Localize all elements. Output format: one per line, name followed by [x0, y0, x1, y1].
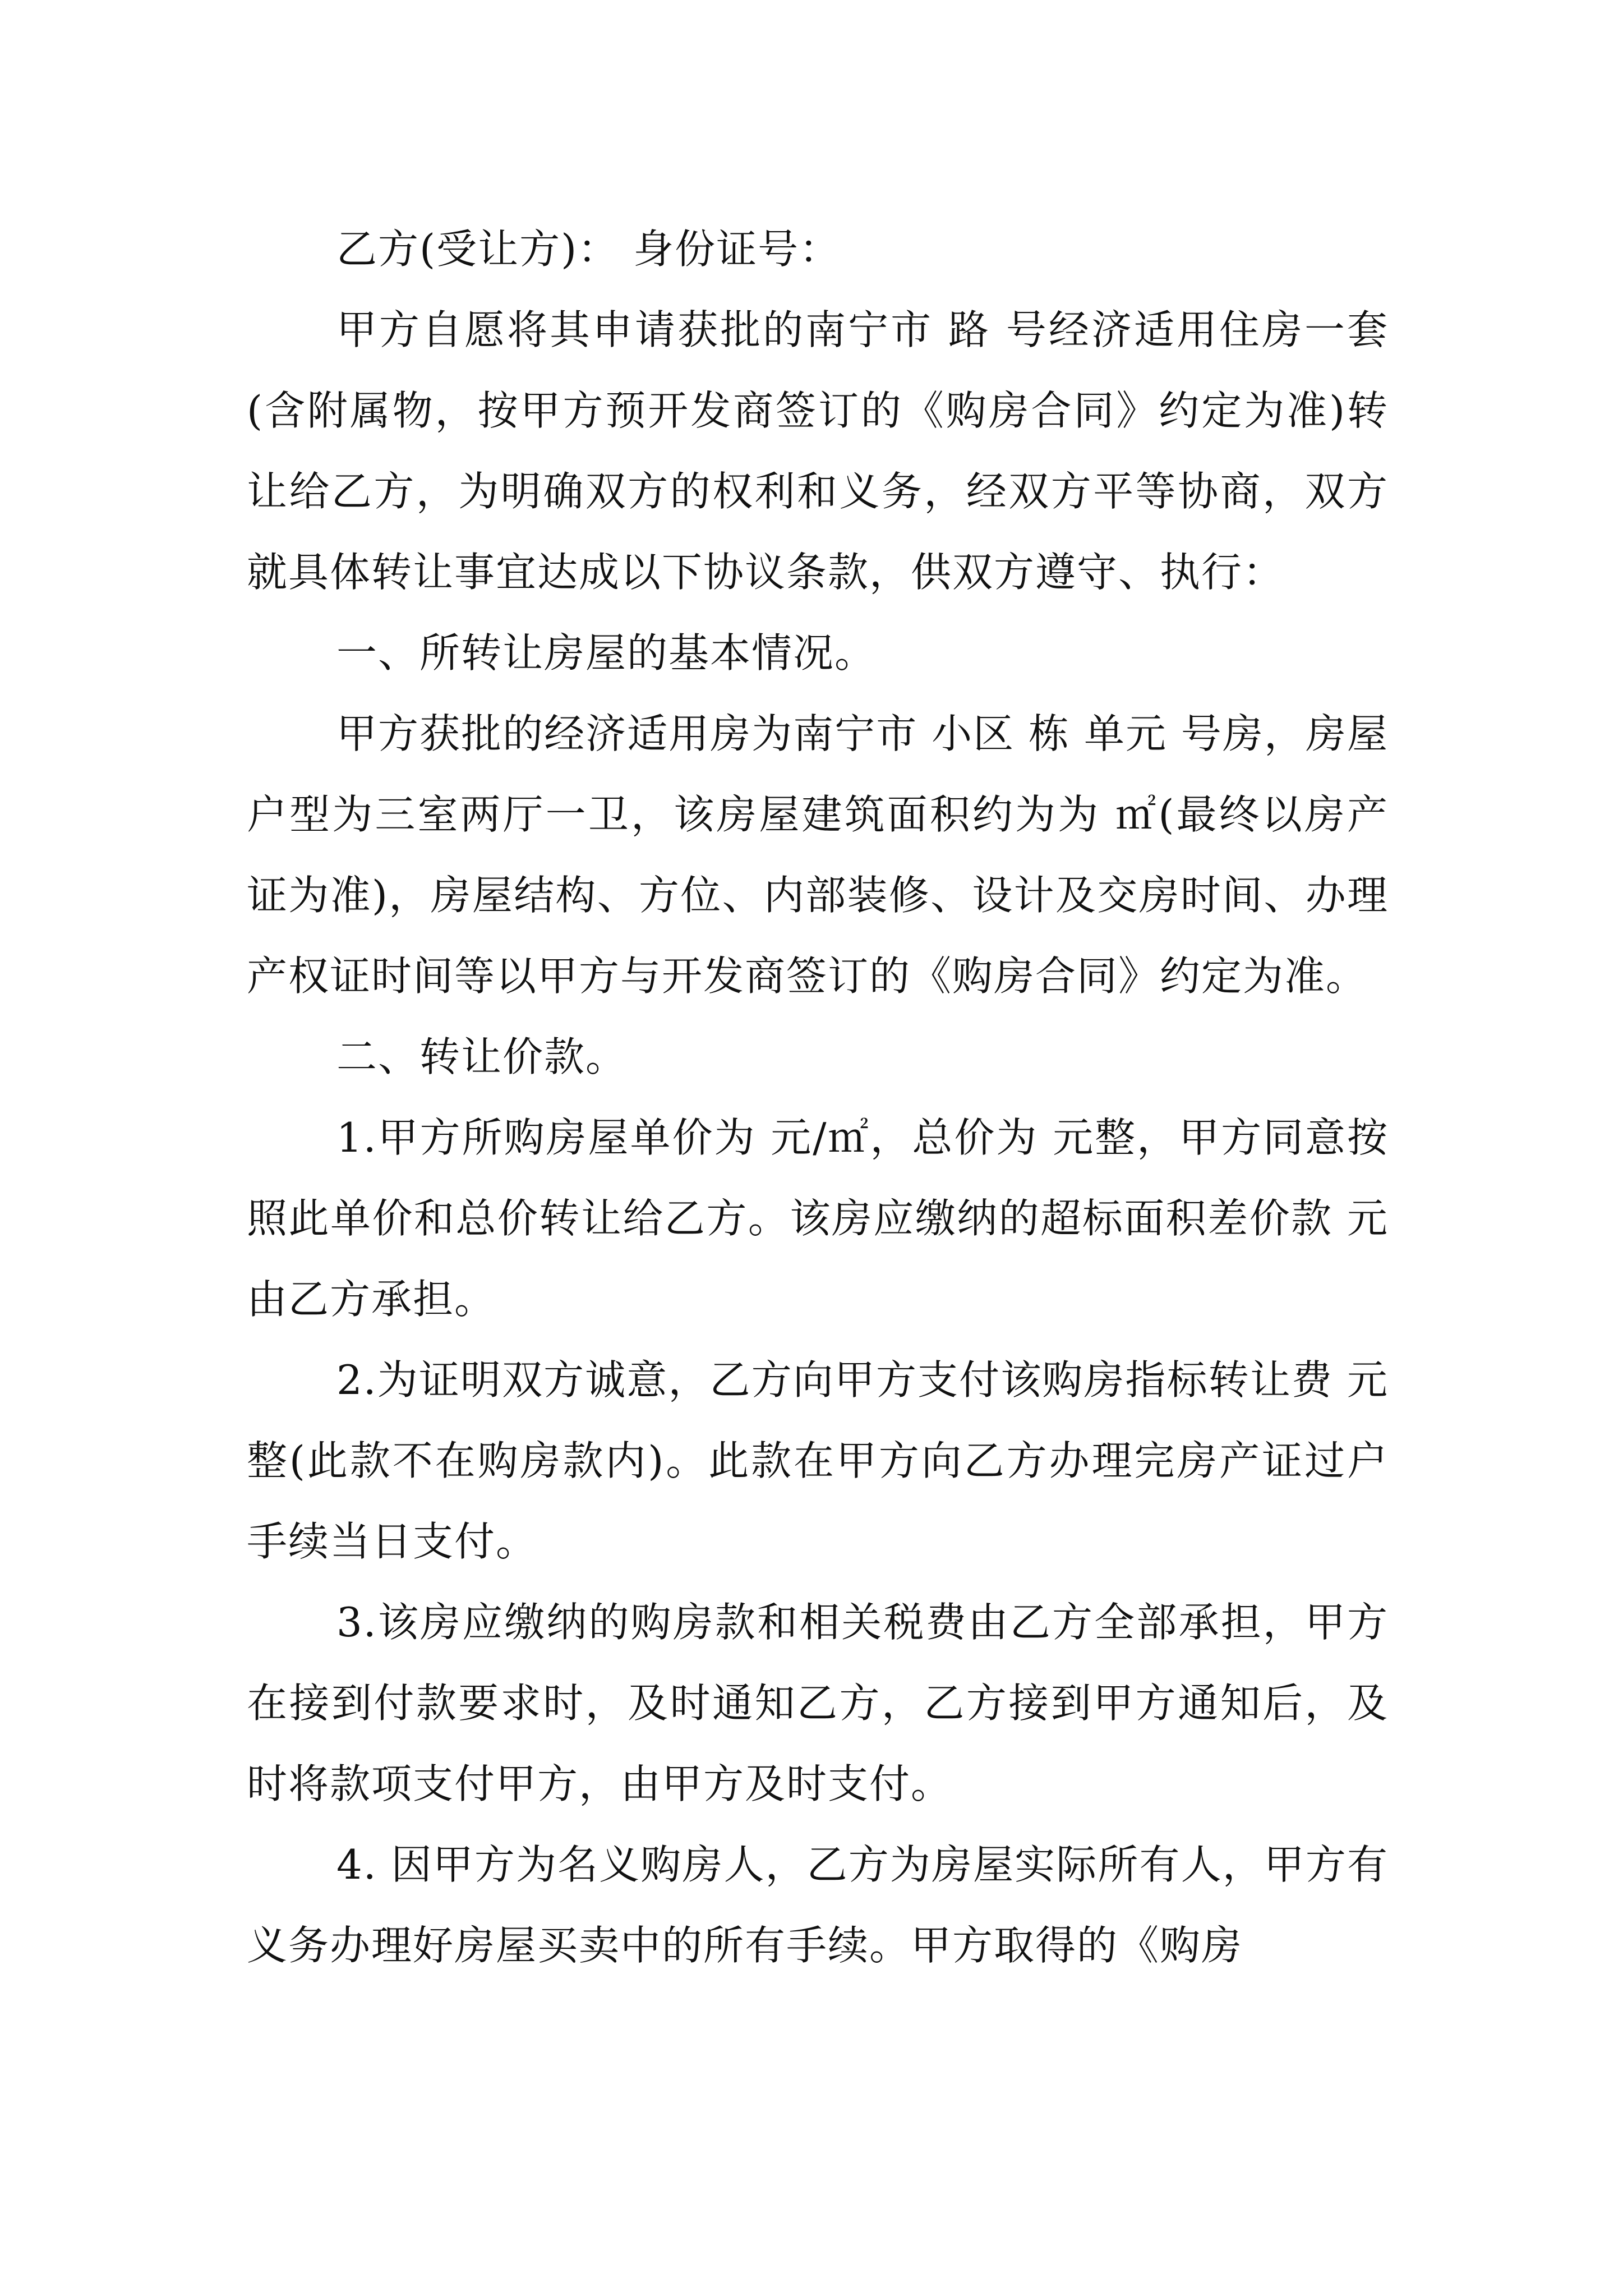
- clause-2-3: 3.该房应缴纳的购房款和相关税费由乙方全部承担，甲方在接到付款要求时，及时通知乙方，乙方接到甲方通知后，及时将款项支付甲方，由甲方及时支付。: [247, 1599, 1389, 1807]
- section-one-body: 甲方获批的经济适用房为南宁市 小区 栋 单元 号房，房屋户型为三室两厅一卫，该房屋建筑面积约为为 ㎡(最终以房产证为准)，房屋结构、方位、内部装修、设计及交房时间、办理产权证时间等以甲方与开发商签订的《购房合同》约定为准。: [247, 710, 1389, 1000]
- section-one-heading: 一、所转让房屋的基本情况。: [336, 629, 877, 677]
- preamble-paragraph: 甲方自愿将其申请获批的南宁市 路 号经济适用住房一套(含附属物，按甲方预开发商签订的《购房合同》约定为准)转让给乙方，为明确双方的权利和义务，经双方平等协商，双方就具体转让事宜达成以下协议条款，供双方遵守、执行：: [247, 306, 1389, 596]
- clause-2-2: 2.为证明双方诚意，乙方向甲方支付该购房指标转让费 元整(此款不在购房款内)。此款在甲方向乙方办理完房产证过户手续当日支付。: [247, 1356, 1389, 1565]
- clause-2-1: 1.甲方所购房屋单价为 元/㎡，总价为 元整，甲方同意按照此单价和总价转让给乙方。该房应缴纳的超标面积差价款 元由乙方承担。: [247, 1114, 1389, 1323]
- party-b-line: 乙方(受让方)： 身份证号：: [336, 226, 841, 273]
- section-two-heading: 二、转让价款。: [336, 1033, 628, 1080]
- document-body: [247, 209, 1389, 1986]
- clause-2-4: 4. 因甲方为名义购房人，乙方为房屋实际所有人，甲方有义务办理好房屋买卖中的所有手续。甲方取得的《购房: [247, 1841, 1389, 1969]
